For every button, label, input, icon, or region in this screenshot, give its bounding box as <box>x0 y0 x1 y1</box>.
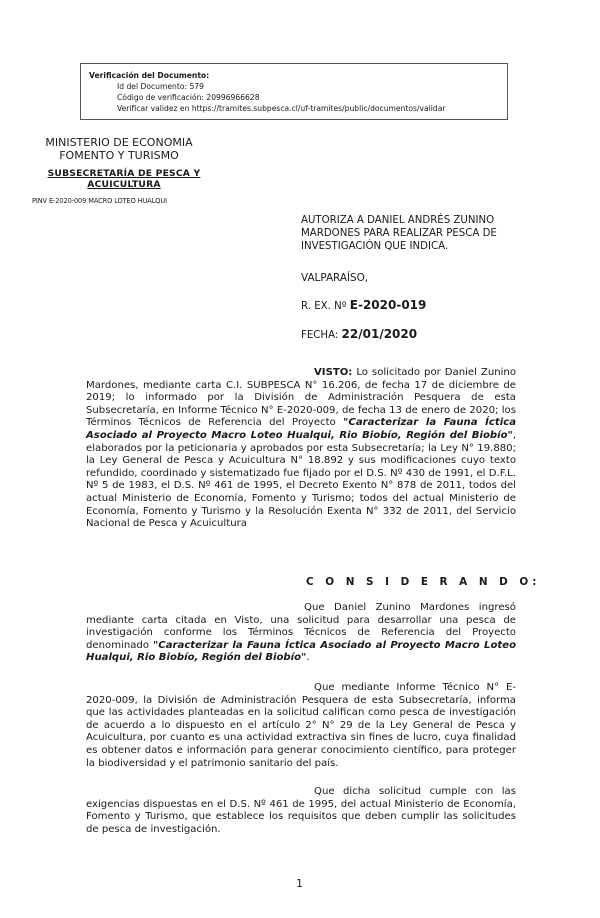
cons-p3-text: Que dicha solicitud cumple con las exigencias dispuestas en el D.S. Nº 461 de 1995, del actual Ministerio de Economía, Fomento y Turismo, que establece los requisitos que deben cumplir las solicitudes de pesca de investigación. <box>86 786 516 835</box>
reference-code: PINV E-2020-009 MACRO LOTEO HUALQUI <box>32 197 167 205</box>
considerando-paragraph-3 <box>86 786 516 836</box>
considerando-paragraph-1 <box>86 602 516 665</box>
resolution-number <box>301 298 426 312</box>
cons-p1-text: Que Daniel Zunino Mardones ingresó mediante carta citada en Visto, una solicitud para desarrollar una pesca de investigación conforme los Términos Técnicos de Referencia del Proyecto denominado <box>86 602 516 651</box>
verification-code: • Código de verificación: 20996966628 <box>117 92 499 103</box>
considerando-heading: C O N S I D E R A N D O: <box>306 576 541 588</box>
visto-text2: , elaborados por la peticionaria y aprobados por esta Subsecretaría; la Ley N° 19.880; la Ley General de Pesca y Acuicultura N° 18.892 y sus modificaciones cuyo texto refundido, coordinado y sistematizado fue fijado por el D.S. Nº 430 de 1991, el D.F.L. Nº 5 de 1983, el D.S. Nº 461 de 1995, el Decreto Exento N° 878 de 2011, todos del actual Ministerio de Economía, Fomento y Turismo; todos del actual Ministerio de Economía, Fomento y Turismo y la Resolución Exenta N° 332 de 2011, del Servicio Nacional de Pesca y Acuicultura <box>86 429 516 530</box>
resolution-date <box>301 327 417 341</box>
subsecretaria-line1: SUBSECRETARÍA DE PESCA Y <box>47 168 201 179</box>
verification-id: • Id del Documento: 579 <box>117 81 499 92</box>
verification-list <box>89 81 499 114</box>
cons-p2-text: Que mediante Informe Técnico N° E-2020-009, la División de Administración Pesquera de esta Subsecretaría, informa que las actividades planteadas en la solicitud califican como pesca de investigación de acuerdo a lo dispuesto en el artículo 2° N° 29 de la Ley General de Pesca y Acuicultura, por cuanto es una actividad extractiva sin fines de lucro, cuya finalidad es obtener datos e información para generar conocimiento científico, para proteger la biodiversidad y el patrimonio sanitario del país. <box>86 682 516 769</box>
visto-text1: Lo solicitado por Daniel Zunino Mardones, mediante carta C.I. SUBPESCA N° 16.206, de fecha 17 de diciembre de 2019; lo informado por la División de Administración Pesquera de esta Subsecretaría, en Informe Técnico N° E-2020-009, de fecha 13 de enero de 2020; los Términos Técnicos de Referencia del Proyecto <box>86 367 516 429</box>
visto-project: "Caracterizar la Fauna Íctica Asociado al Proyecto Macro Loteo Hualqui, Rio Biobío, Región del Biobío" <box>86 417 517 441</box>
rex-number: E-2020-019 <box>349 298 427 312</box>
place: VALPARAÍSO, <box>301 272 369 284</box>
verification-url[interactable]: • Verificar validez en https://tramites.subpesca.cl/uf-tramites/public/documentos/validar <box>117 103 499 114</box>
date-label: FECHA: <box>301 330 339 341</box>
verification-title: Verificación del Documento: <box>89 71 210 80</box>
page-number: 1 <box>296 877 303 890</box>
ministry-line2: FOMENTO Y TURISMO <box>59 149 179 162</box>
rex-label: R. EX. Nº <box>301 301 347 312</box>
cons-p1-project: "Caracterizar la Fauna Íctica Asociado al Proyecto Macro Loteo Hualqui, Rio Biobío, Región del Biobío" <box>86 639 517 664</box>
resolution-summary: AUTORIZA A DANIEL ANDRÉS ZUNINO MARDONES PARA REALIZAR PESCA DE INVESTIGACIÓN QUE INDICA. <box>301 215 497 252</box>
visto-paragraph <box>86 367 516 531</box>
cons-p1-end: . <box>306 652 310 664</box>
considerando-paragraph-2 <box>86 682 516 770</box>
ministry-header <box>40 136 198 162</box>
ministry-line1: MINISTERIO DE ECONOMIA <box>45 136 193 149</box>
subsecretaria-header <box>45 168 203 190</box>
visto-lead: VISTO: <box>314 367 353 378</box>
date-value: 22/01/2020 <box>341 327 418 341</box>
subsecretaria-line2: ACUICULTURA <box>87 179 161 190</box>
verification-box <box>80 63 508 120</box>
